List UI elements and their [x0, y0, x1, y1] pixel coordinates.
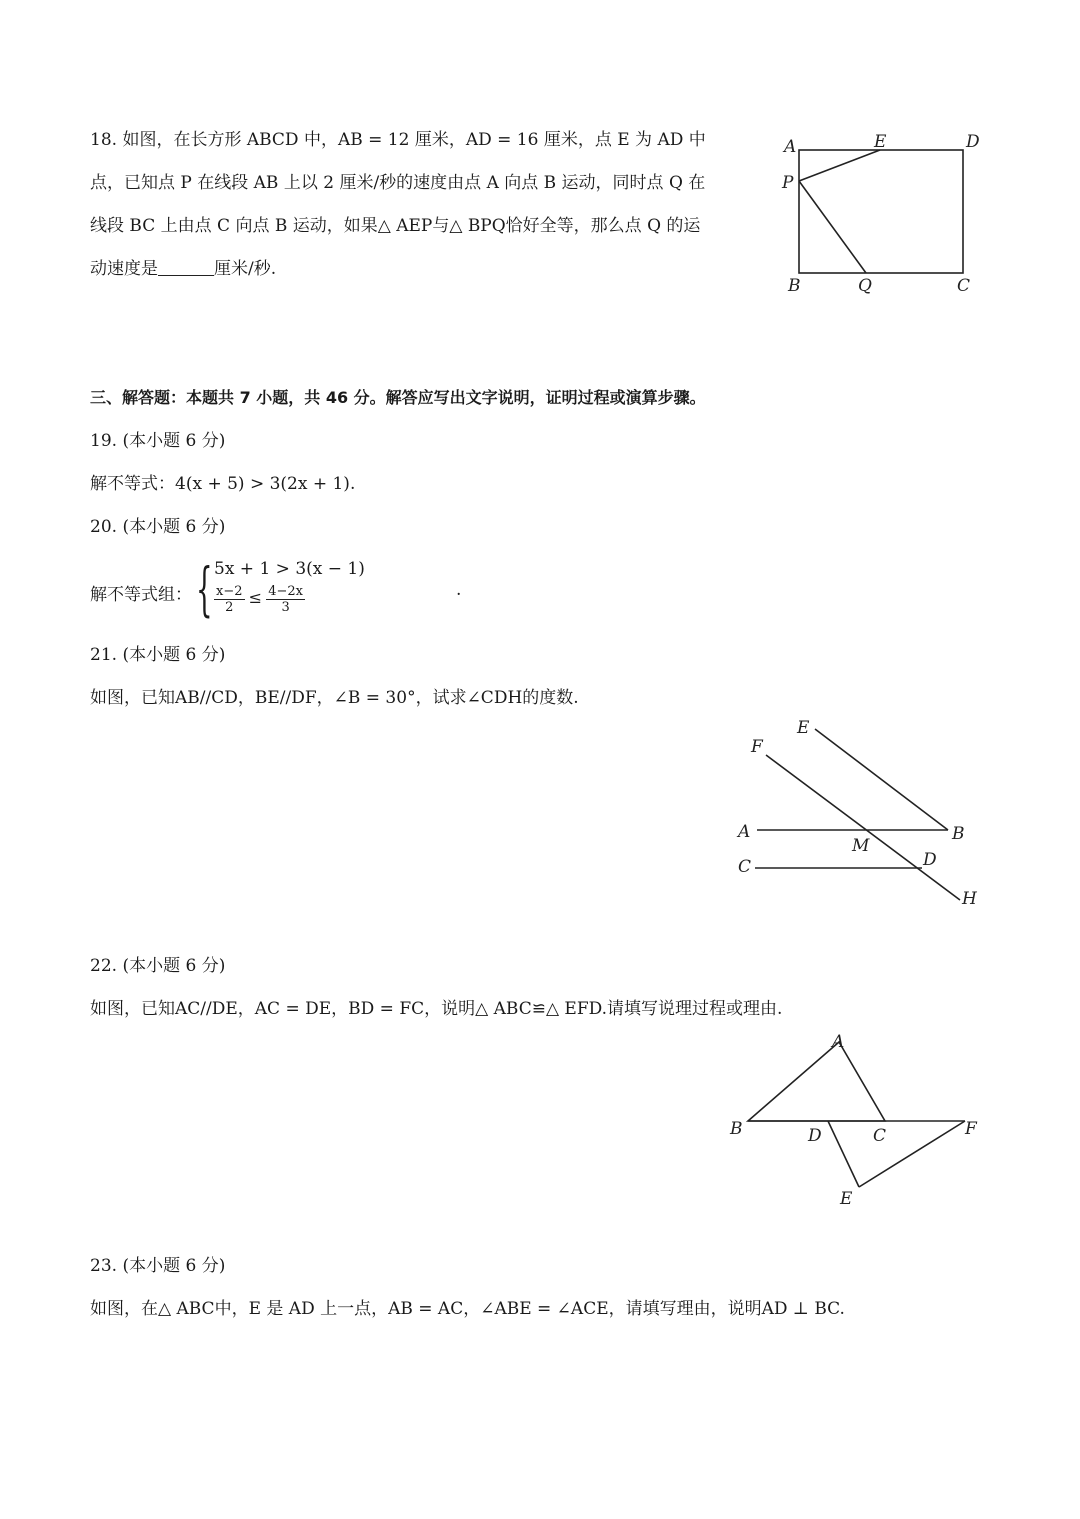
q18-line-4-suffix: 厘米/秒. — [214, 259, 277, 279]
label-m: M — [852, 836, 870, 856]
label-f: F — [751, 737, 763, 757]
q22-triangles-figure — [720, 1028, 990, 1213]
q22-text: 如图，已知AC//DE，AC = DE，BD = FC，说明△ ABC≌△ EFD.请填写说理过程或理由. — [90, 999, 783, 1019]
q21-parallel-lines-figure — [730, 710, 990, 915]
label-e: E — [874, 132, 887, 152]
label-b: B — [788, 276, 801, 296]
label-d: D — [923, 850, 937, 870]
label-p: P — [782, 173, 794, 193]
q18-line-4-prefix: 动速度是 — [90, 259, 158, 279]
label-a: A — [738, 822, 751, 842]
label-c: C — [957, 276, 971, 296]
segment-eb — [815, 729, 948, 830]
label-c: C — [873, 1126, 887, 1146]
label-h: H — [962, 889, 977, 909]
line-fh — [766, 755, 960, 900]
q20-row-1: 5x + 1 > 3(x − 1) — [214, 559, 365, 579]
label-b: B — [730, 1119, 743, 1139]
q18-line-1: 18. 如图，在长方形 ABCD 中，AB = 12 厘米，AD = 16 厘米，点 E 为 AD 中 — [90, 130, 706, 150]
q23-text: 如图，在△ ABC中，E 是 AD 上一点，AB = AC，∠ABE = ∠ACE，请填写理由，说明AD ⊥ BC. — [90, 1299, 845, 1319]
q19-title: 19. (本小题 6 分) — [90, 431, 226, 451]
q21-text: 如图，已知AB//CD，BE//DF，∠B = 30°，试求∠CDH的度数. — [90, 688, 579, 708]
label-d: D — [808, 1126, 822, 1146]
label-b: B — [952, 824, 965, 844]
label-q: Q — [858, 276, 872, 296]
segment-pq — [799, 181, 866, 273]
q20-brace: { — [196, 555, 213, 623]
segment-pe — [799, 150, 880, 181]
q23-title: 23. (本小题 6 分) — [90, 1256, 226, 1276]
label-e: E — [840, 1189, 853, 1209]
rectangle-abcd — [799, 150, 963, 273]
q18-line-2: 点，已知点 P 在线段 AB 上以 2 厘米/秒的速度由点 A 向点 B 运动，同时点 Q 在 — [90, 173, 706, 193]
q20-period: . — [456, 580, 462, 600]
q20-label: 解不等式组： — [90, 585, 192, 605]
label-f: F — [965, 1119, 977, 1139]
q20-fraction-2: $\frac{4-2x}{3}$ — [268, 584, 303, 615]
q20-leq: ≤ — [248, 588, 263, 607]
q19-text: 解不等式：4(x + 5) > 3(2x + 1). — [90, 474, 356, 494]
label-a: A — [784, 137, 797, 157]
section-heading: 三、解答题：本题共 7 小题，共 46 分。解答应写出文字说明，证明过程或演算步骤。 — [90, 388, 706, 407]
q20-title: 20. (本小题 6 分) — [90, 517, 226, 537]
q18-line-3: 线段 BC 上由点 C 向点 B 运动，如果△ AEP与△ BPQ恰好全等，那么点 Q 的运 — [90, 216, 701, 236]
label-c: C — [738, 857, 752, 877]
answer-blank[interactable] — [158, 257, 214, 276]
label-e: E — [797, 718, 810, 738]
triangle-abc — [748, 1042, 885, 1121]
label-a: A — [832, 1032, 845, 1052]
segment-de — [828, 1121, 859, 1187]
q20-row-2 — [214, 584, 305, 615]
q22-title: 22. (本小题 6 分) — [90, 956, 226, 976]
q18-line-4 — [90, 257, 276, 281]
label-d: D — [966, 132, 980, 152]
q20-fraction-1: $\frac{x-2}{2}$ — [216, 584, 243, 615]
q18-rectangle-figure — [770, 125, 990, 305]
q21-title: 21. (本小题 6 分) — [90, 645, 226, 665]
